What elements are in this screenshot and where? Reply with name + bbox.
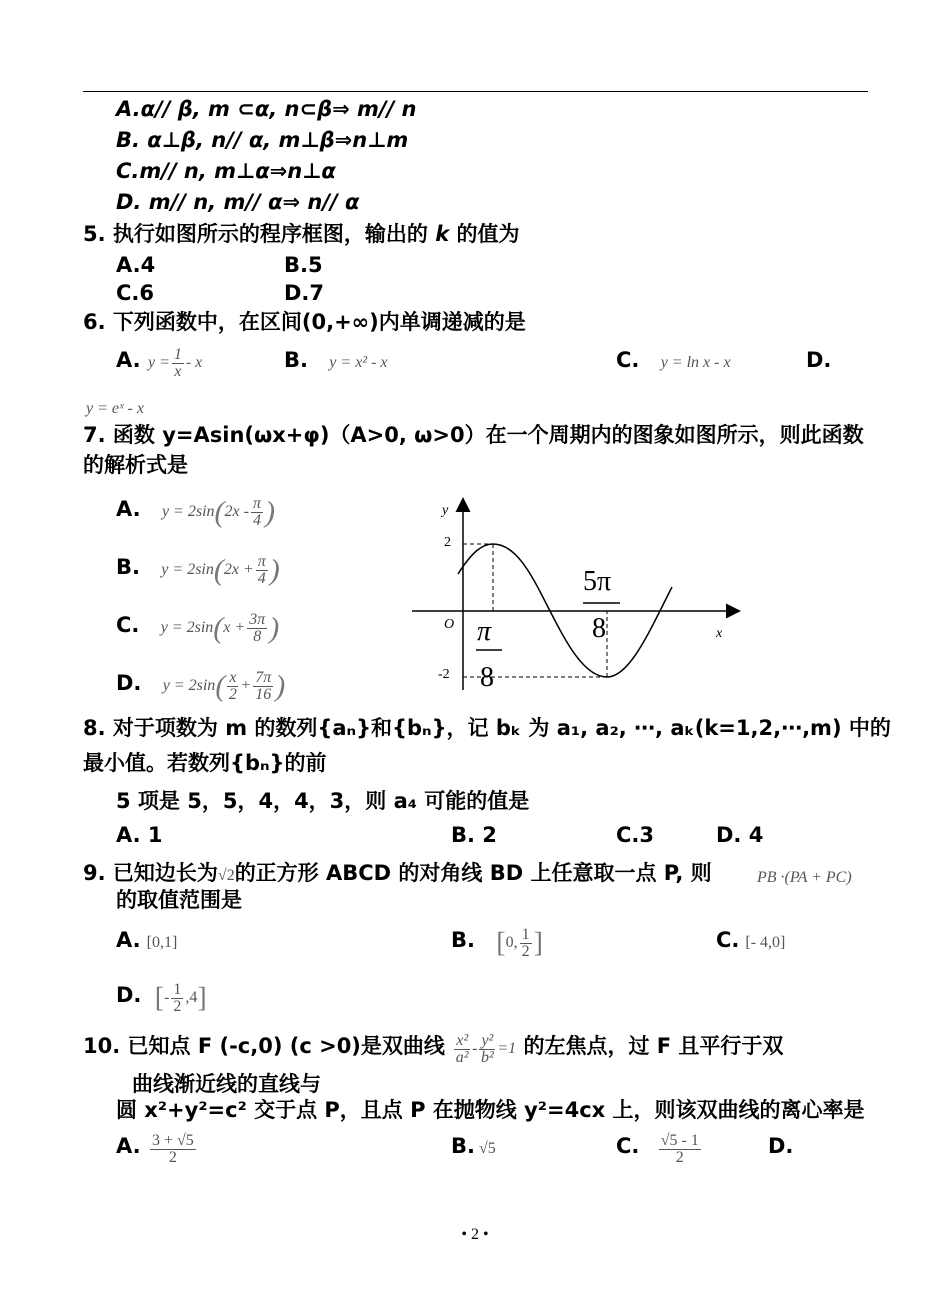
q7-stem-line1: 7. 函数 y=Asin(ωx+φ)（A>0, ω>0）在一个周期内的图象如图所示，则此函数 — [83, 423, 864, 447]
q6-option-d: D. — [806, 348, 832, 372]
page-number: • 2 • — [461, 1226, 489, 1243]
origin-label: O — [444, 617, 455, 632]
y-max-label: 2 — [444, 535, 451, 550]
trough-x-num: 5π — [583, 566, 612, 597]
q8-option-a: A. 1 — [116, 823, 163, 847]
q9-option-d: D. [- $\frac{1}{2}$ ,4] — [116, 981, 207, 1015]
y-axis-label: y — [442, 503, 449, 518]
q7-stem-line2: 的解析式是 — [83, 453, 188, 477]
q8-line3: 5 项是 5，5，4，4，3，则 a₄ 可能的值是 — [116, 789, 530, 813]
q6-option-c: C. y = ln x - x — [616, 348, 731, 372]
y-min-label: -2 — [438, 667, 450, 682]
q10-line1: 10. 已知点 F (-c,0) (c >0)是双曲线 $\frac{\text{x²}}{\text{a²}}$ - $\frac{\text{y²}}{\text{b²}}$ =1 的左焦点，过 F 且平行于双 — [83, 1032, 784, 1066]
top-rule — [83, 91, 868, 92]
peak-x-den: 8 — [480, 662, 494, 693]
q4-option-d: D. m// n, m// α⇒ n// α — [116, 190, 360, 214]
trough-x-den: 8 — [592, 613, 606, 644]
q9-option-c: C. [- 4,0] — [716, 928, 786, 952]
q5-option-d: D.7 — [284, 281, 325, 305]
q10-option-c: C. $\frac{√5 - 1}{2}$ — [616, 1132, 699, 1166]
q5-option-a: A.4 — [116, 253, 156, 277]
q6-stem: 6. 下列函数中，在区间(0,+∞)内单调递减的是 — [83, 310, 526, 334]
sine-graph — [400, 490, 750, 700]
q10-option-b: B. √5 — [451, 1134, 496, 1158]
q8-option-c: C.3 — [616, 823, 655, 847]
q8-line1: 8. 对于项数为 m 的数列{aₙ}和{bₙ}，记 bₖ 为 a₁, a₂, ⋯, aₖ(k=1,2,⋯,m) 中的 — [83, 716, 891, 740]
q7-option-a: A. y = 2sin(2x - $\frac{\pi}{4}$ ) — [116, 495, 275, 529]
q7-option-b: B. y = 2sin(2x + $\frac{\pi}{4}$ ) — [116, 553, 280, 587]
x-axis-label: x — [716, 626, 723, 641]
q9-line2: 的取值范围是 — [116, 888, 242, 912]
q4-option-b: B. α⊥β, n// α, m⊥β⇒n⊥m — [116, 128, 409, 152]
q8-option-b: B. 2 — [451, 823, 497, 847]
q9-option-b: B. [0, $\frac{1}{2}$ ] — [451, 926, 543, 960]
q6-option-d-expr: y = eˣ - x — [86, 400, 144, 417]
q9-line1: 9. 已知边长为√2的正方形 ABCD 的对角线 BD 上任意取一点 P, 则 — [83, 861, 712, 885]
q4-option-c: C.m// n, m⊥α⇒n⊥α — [116, 159, 336, 183]
q10-line3: 圆 x²+y²=c² 交于点 P，且点 P 在抛物线 y²=4cx 上，则该双曲线的离心率是 — [116, 1098, 865, 1122]
q9-expr: PB ·(PA + PC) — [757, 869, 852, 886]
q9-option-a: A. [0,1] — [116, 928, 178, 952]
q4-option-a: A.α// β, m ⊂α, n⊂β⇒ m// n — [116, 97, 417, 121]
q7-option-c: C. y = 2sin(x + $\frac{3\pi}{8}$ ) — [116, 611, 280, 645]
q10-option-a: A. $\frac{3 + √5}{2}$ — [116, 1132, 194, 1166]
q8-option-d: D. 4 — [716, 823, 764, 847]
q5-option-b: B.5 — [284, 253, 323, 277]
q10-option-d: D. — [768, 1134, 794, 1158]
q6-option-b: B. y = x² - x — [284, 348, 388, 372]
q7-option-d: D. y = 2sin( $\frac{x}{2}$ + $\frac{7\pi}{16}$ ) — [116, 669, 286, 703]
q8-line2: 最小值。若数列{bₙ}的前 — [83, 751, 327, 775]
peak-x-num: π — [477, 616, 492, 647]
q5-stem: 5. 执行如图所示的程序框图，输出的 k 的值为 — [83, 222, 520, 246]
q10-line2: 曲线渐近线的直线与 — [132, 1072, 321, 1096]
q6-option-a: A. y = $\frac{1}{x}$ - x — [116, 346, 203, 380]
q5-option-c: C.6 — [116, 281, 155, 305]
